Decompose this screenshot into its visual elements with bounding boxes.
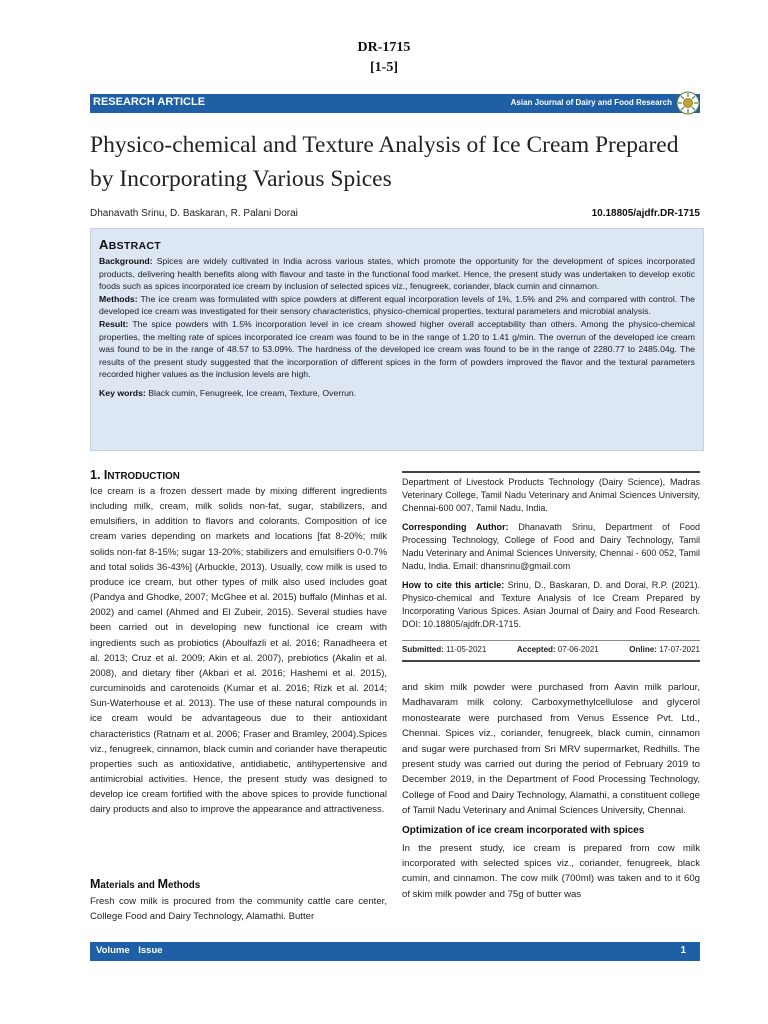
materials-methods-heading: Materials and Methods xyxy=(90,877,201,891)
abstract-methods: Methods: The ice cream was formulated with spice powders at different equal incorporation levels of 1%, 1.5% and 2% and compared with control. The developed ice cream was investigated for their sensory characteristics, physico-chemical properties, textural parameters and microbial analysis. xyxy=(99,293,695,317)
article-title xyxy=(90,128,710,196)
volume-issue: Volume Issue xyxy=(96,945,163,956)
abstract-heading: ABSTRACT xyxy=(99,237,161,252)
accepted-date: Accepted: 07-06-2021 xyxy=(516,645,599,654)
article-type: RESEARCH ARTICLE xyxy=(93,96,206,108)
optimization-paragraph: In the present study, ice cream is prepared from cow milk incorporated with selected spices viz., coriander, fenugreek, black cumin, and cinnamon. The cow milk (700ml) was taken and to it 60g of skim milk powder and 75g of butter was xyxy=(402,842,700,900)
footer-bar xyxy=(90,942,700,961)
affiliation-department: Department of Livestock Products Technology (Dairy Science), Madras Veterinary College, Tamil Nadu Veterinary and Animal Sciences University, Chennai-600 007, Tamil Nadu, India. xyxy=(402,477,700,513)
online-date: Online: 17-07-2021 xyxy=(629,645,700,654)
corresponding-author: Corresponding Author: Dhanavath Srinu, Department of Food Processing Technology, College of Food and Dairy Technology, Tamil Nadu Veterinary and Animal Sciences University, Chennai - 600 052, Tamil Nadu, India. Email: dhansrinu@gmail.com xyxy=(402,522,700,571)
introduction-section xyxy=(90,468,387,817)
citation: How to cite this article: Srinu, D., Baskaran, D. and Dorai, R.P. (2021). Physico-chemical and Texture Analysis of Ice Cream Prepared by Incorporating Various Spices. Asian Journal of Dairy and Food Research. DOI: 10.18805/ajdfr.DR-1715. xyxy=(402,580,700,629)
right-column-body xyxy=(402,680,700,902)
materials-paragraph-continued: and skim milk powder were purchased from Aavin milk parlour, Madhavaram milk colony. Carboxymethylcellulose and glycerol monostearate were purchased from Venus Essence Pvt. Ltd., Chennai. Spices viz., coriander, fenugreek, black cumin, cinnamon and sugar were purchased from Sri MRV supermarket, Redhills. The present study was carried out during the period of February 2019 to December 2019, in the Department of Food Processing Technology, College of Food and Dairy Technology, Alamathi, a constituent college of Tamil Nadu Veterinary and Animal Sciences University, Chennai. xyxy=(402,682,700,817)
optimization-subheading: Optimization of ice cream incorporated with spices xyxy=(402,824,645,836)
affiliation-block xyxy=(402,476,700,631)
page-number: 1 xyxy=(680,945,686,956)
dates-rule-top xyxy=(402,640,700,641)
title-line-1: Physico-chemical and Texture Analysis of Ice Cream Prepared xyxy=(90,132,679,158)
materials-methods-section xyxy=(90,877,387,925)
introduction-heading: 1. INTRODUCTION xyxy=(90,468,180,482)
doi: 10.18805/ajdfr.DR-1715 xyxy=(591,208,700,219)
sun-emblem-icon xyxy=(676,91,700,115)
header-bar xyxy=(90,94,700,113)
document-id: DR-1715 xyxy=(357,40,411,55)
dates-rule-bottom xyxy=(402,660,700,662)
abstract-background: Background: Spices are widely cultivated in India across various states, which promote the opportunity for the development of spices incorporated products, delivering health benefits along with flavour and taste in the functional food market. Hence, the present study was undertaken to develop exotic foods such as spices incorporated ice cream by inclusion of selected spices viz., fenugreek, coriander, black cumin and cinnamon. xyxy=(99,256,695,292)
submitted-date: Submitted: 11-05-2021 xyxy=(402,645,487,654)
abstract-box xyxy=(90,228,704,451)
dates-row xyxy=(402,645,700,654)
materials-paragraph: Fresh cow milk is procured from the community cattle care center, College Food and Dairy Technology, Alamathi. Butter xyxy=(90,896,387,923)
introduction-paragraph: Ice cream is a frozen dessert made by mixing different ingredients including milk, cream, milk solids non-fat, sugar, stabilizers, and emulsifiers, in addition to flavors and colorants. Composition of ice cream varies depending on markets and locations [fat 8-20%; milk solids non-fat 8-15%; sugar 13-20%; stabilizers and emulsifiers 0-0.7% and total solids 36-43%] (Arbuckle, 2013). Usually, cow milk is used to produce ice cream, but other types of milk also used includes goat (Pandya and Ghodke, 2007; McGhee et al. 2015) buffalo (Minhas et al. 2002) and camel (Ahmed and El Zubeir, 2015). Several studies have been carried out in developing new functional ice cream with ingredients such as probiotics (Aboulfazli et al. 2016; Ranadheera et al. 2013; Cruz et al. 2009; Akin et al. 2007), prebiotics (Akalin et al. 2008), and dietary fiber (Akbari et al. 2016; Hashemi et al. 2015), curcuminoids and carotenoids (Kumar et al. 2016; Rizk et al. 2014; Sun-Waterhouse et al. 2013). The use of these natural compounds in ice cream would be advantageous due to their antioxidant characteristics (Ratnam et al. 2006; Fraser and Bramley, 2004).Spices viz., fenugreek, cinnamon, black cumin and coriander have therapeutic properties such as antioxidative, antidiabetic, antihypertensive and antimicrobial activities. Hence, the present study was designed to develop ice cream fortified with the above spices to provide functional dairy products and also to improve the appearance and attractiveness. xyxy=(90,486,387,816)
abstract-result: Result: The spice powders with 1.5% incorporation level in ice cream showed higher overall acceptability than others. Among the physico-chemical properties, the melting rate of spices incorporated ice cream was found to be in the range of 1.20 to 1.41 g/min. The overrun of the developed ice cream was found to be in the range of 48.57 to 53.09%. The hardness of the developed ice cream was found to be in the range of 2280.77 to 2485.04g. The results of the present study suggested that the incorporation of different spices in the form of powders improved the flavor and the textural parameters recorded higher values as the inclusion levels are high. xyxy=(99,318,695,380)
author-list: Dhanavath Srinu, D. Baskaran, R. Palani Dorai xyxy=(90,208,298,219)
document-id-block xyxy=(0,38,768,78)
page-range: [1-5] xyxy=(370,60,398,75)
affiliation-rule-top xyxy=(402,471,700,473)
keywords: Key words: Black cumin, Fenugreek, Ice cream, Texture, Overrun. xyxy=(99,387,357,398)
title-line-2: by Incorporating Various Spices xyxy=(90,166,392,192)
journal-name: Asian Journal of Dairy and Food Research xyxy=(510,98,672,107)
